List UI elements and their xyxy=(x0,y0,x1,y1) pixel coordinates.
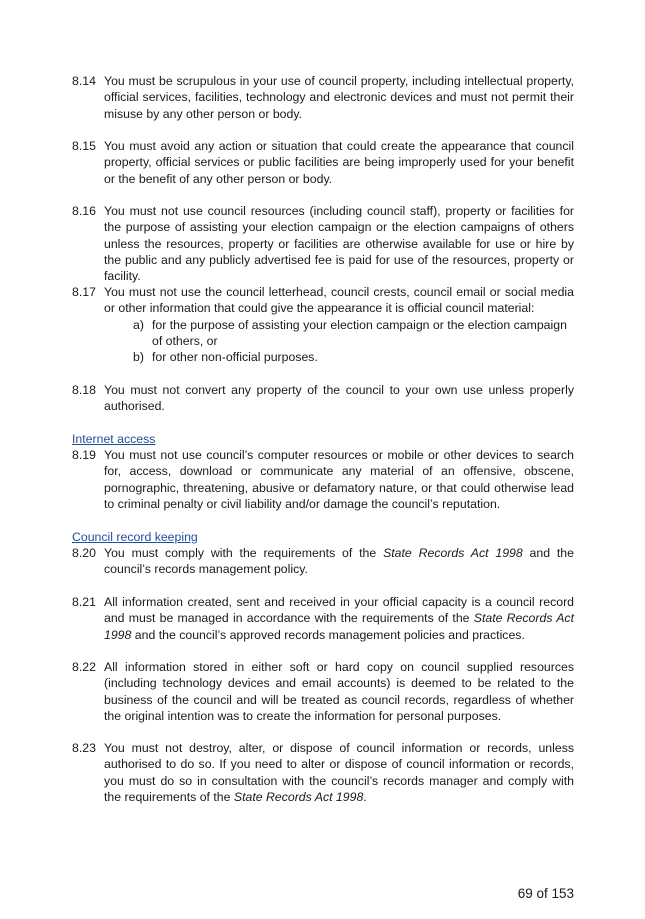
clause-8-19 xyxy=(72,447,574,512)
clause-number: 8.14 xyxy=(72,74,96,88)
clause-text: You must not convert any property of the council to your own use unless properly authorised. xyxy=(104,383,574,414)
clause-number: 8.23 xyxy=(72,741,96,755)
act-title: State Records Act 1998 xyxy=(233,789,364,804)
page-number: 69 of 153 xyxy=(517,886,574,901)
clause-text: All information stored in either soft or hard copy on council supplied resources (including technology devices and email accounts) is deemed to be related to the business of the council and will be treated as council records, regardless of whether the original intention was to create the information for personal purposes. xyxy=(104,660,574,723)
clause-number: 8.18 xyxy=(72,383,96,397)
clause-text: You must comply with the requirements of the State Records Act 1998 and the council’s records management policy. xyxy=(104,546,574,577)
sub-list xyxy=(104,317,574,366)
clause-8-15 xyxy=(72,138,574,187)
clause-8-21 xyxy=(72,594,574,643)
clause-8-14 xyxy=(72,73,574,122)
list-item xyxy=(104,317,574,350)
clause-text: You must be scrupulous in your use of council property, including intellectual property, official services, facilities, technology and electronic devices and must not permit their misuse by any other person or body. xyxy=(104,74,574,121)
act-title: State Records Act 1998 xyxy=(104,611,574,642)
list-item xyxy=(104,349,574,365)
clause-number: 8.15 xyxy=(72,139,96,153)
clause-8-18 xyxy=(72,382,574,415)
clause-number: 8.21 xyxy=(72,595,96,609)
clause-text: You must avoid any action or situation that could create the appearance that council property, official services or public facilities are being improperly used for your benefit or the benefit of any other person or body. xyxy=(104,139,574,186)
list-item-letter: b) xyxy=(133,350,144,365)
clause-text: All information created, sent and received in your official capacity is a council record and must be managed in accordance with the requirements of the State Records Act 1998 and the council’s approved records management policies and practices. xyxy=(104,595,574,642)
section-heading-internet-access: Internet access xyxy=(72,432,156,446)
clause-number: 8.17 xyxy=(72,285,96,299)
clause-8-16 xyxy=(72,203,574,284)
clause-text: You must not use council resources (including council staff), property or facilities for the purpose of assisting your election campaign or the election campaigns of others unless the resources, property or facilities are otherwise available for use or hire by the public and any publicly advertised fee is paid for use of the resources, property or facility. xyxy=(104,204,574,284)
list-item-letter: a) xyxy=(133,317,144,332)
clause-8-17 xyxy=(72,284,574,365)
clause-number: 8.16 xyxy=(72,204,96,218)
clause-text: You must not use council’s computer resources or mobile or other devices to search for, access, download or communicate any material of an offensive, obscene, pornographic, threatening, abusive or defamatory nature, or that could otherwise lead to criminal penalty or civil liability and/or damage the council’s reputation. xyxy=(104,448,574,511)
clause-8-22 xyxy=(72,659,574,724)
clause-8-20 xyxy=(72,545,574,578)
clause-8-23 xyxy=(72,740,574,805)
list-item-text: for the purpose of assisting your election campaign or the election campaign of others, or xyxy=(152,317,567,348)
act-title: State Records Act 1998 xyxy=(383,546,523,560)
section-heading-council-record-keeping: Council record keeping xyxy=(72,530,198,544)
list-item-text: for other non-official purposes. xyxy=(152,350,318,365)
clause-text: You must not use the council letterhead, council crests, council email or social media or other information that could give the appearance it is official council material: xyxy=(104,285,574,316)
clause-number: 8.22 xyxy=(72,660,96,674)
clause-number: 8.19 xyxy=(72,448,96,462)
clause-text: You must not destroy, alter, or dispose of council information or records, unless authorised to do so. If you need to alter or dispose of council information or records, you must do so in consultation with the council’s records manager and comply with the requirements of the State Records Act 1998. xyxy=(104,741,574,804)
clause-number: 8.20 xyxy=(72,546,96,560)
